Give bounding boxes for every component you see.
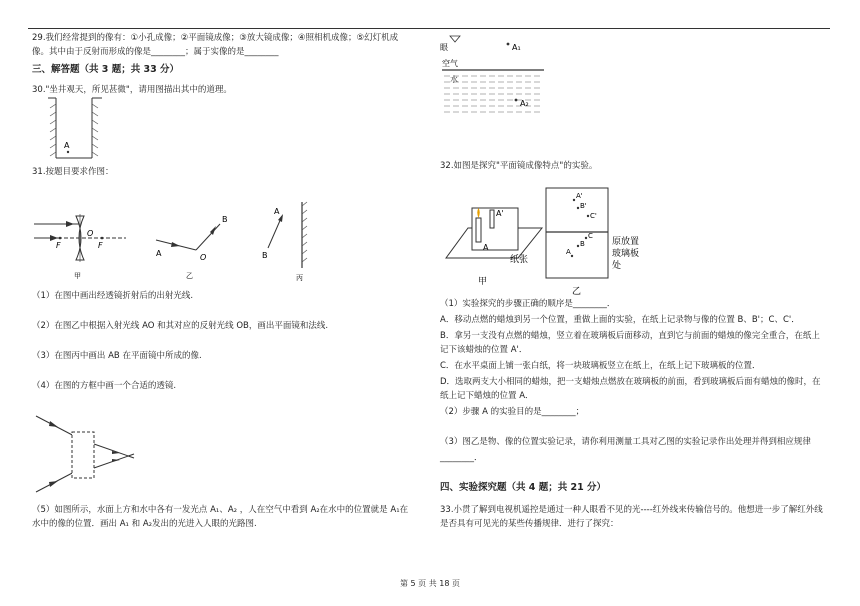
q32-step-c: C．在水平桌面上铺一张白纸，将一块玻璃板竖立在纸上，在纸上记下玻璃板的位置． [440, 361, 761, 371]
q31-figure-jia [30, 210, 130, 280]
q29-line1: 29.我们经常提到的像有：①小孔成像；②平面镜成像；③放大镜成像；④照相机成像；⑤幻灯机成 [32, 33, 399, 43]
q31-lens-box-figure [30, 410, 140, 500]
q32-glass-label-1: 原放置 [612, 237, 640, 247]
air-label: 空气 [442, 59, 458, 68]
q31-f-right-label: F [98, 241, 103, 250]
a1-label: A₁ [512, 43, 521, 52]
q32-yi-point-a-prime: A' [576, 192, 583, 200]
q31-text: 31.按题目要求作图： [32, 167, 114, 177]
q29-line2: 像。其中由于反射而形成的像是________；属于实像的是________ [32, 47, 279, 57]
q31-water-figure [438, 30, 548, 120]
q32-step-a: A．移动点燃的蜡烛到另一个位置，重做上面的实验，在纸上记录物与像的位置 B、B'；C、C'． [440, 315, 800, 325]
q32-glass-label-2: 玻璃板 [612, 249, 640, 259]
q32-sub1: （1）实验探究的步骤正确的顺序是________． [440, 299, 616, 309]
q31-sub1: （1）在图中画出经透镜折射后的出射光线. [32, 291, 194, 301]
q31-yi-o-label: O [200, 253, 207, 262]
q32-text: 32.如图是探究"平面镜成像特点"的实验。 [440, 161, 598, 171]
q31-sub5-line2: 水中的像的位置．画出 A₁ 和 A₂发出的光进入人眼的光路图. [32, 519, 257, 529]
q32-step-b-line1: B．拿另一支没有点燃的蜡烛，竖立着在玻璃板后面移动，直到它与前面的蜡烛的像完全重合，在纸上 [440, 331, 820, 341]
q31-o-label: O [87, 229, 94, 238]
q31-sub2: （2）在图乙中根据入射光线 AO 和其对应的反射光线 OB，画出平面镜和法线. [32, 321, 329, 331]
q31-sub4: （4）在图的方框中画一个合适的透镜. [32, 381, 177, 391]
q32-yi-point-c-prime: C' [590, 212, 597, 220]
q33-line1: 33.小贯了解到电视机遥控是通过一种人眼看不见的光----红外线来传输信号的。他想进一步了解红外线 [440, 505, 823, 515]
q32-caption-jia: 甲 [478, 277, 488, 287]
q32-yi-point-b: B [580, 240, 585, 248]
page-footer: 第 5 页 共 18 页 [400, 579, 460, 588]
q32-step-d-line2: 纸上记下蜡烛的位置 A． [440, 391, 534, 401]
q31-figure-bing [256, 200, 326, 282]
q32-figure-yi [544, 186, 644, 297]
q32-sub2: （2）步骤 A 的实验目的是________； [440, 407, 585, 417]
q32-yi-point-b-prime: B' [580, 202, 587, 210]
q31-sub3: （3）在图丙中画出 AB 在平面镜中所成的像. [32, 351, 202, 361]
q30-point-a-label: A [64, 141, 70, 150]
q32-sub3-line2: ________． [440, 453, 483, 463]
q32-paper-label: 纸张 [510, 255, 529, 265]
q31-caption-yi: 乙 [186, 272, 193, 280]
section4-title: 四、实验探究题（共 4 题；共 21 分） [440, 482, 607, 493]
q31-figure-yi [150, 210, 240, 280]
section3-title: 三、解答题（共 3 题；共 33 分） [32, 64, 180, 75]
q31-sub5-line1: （5）如图所示，水面上方和水中各有一发光点 A₁、A₂ ，人在空气中看到 A₂在水中的位置就是 A₁在 [32, 505, 409, 515]
q32-sub3-line1: （3）图乙是物、像的位置实验记录，请你利用测量工具对乙图的实验记录作出处理并得到相应规律 [440, 437, 811, 447]
q31-caption-bing: 丙 [296, 274, 303, 282]
q32-glass-label-3: 处 [612, 261, 622, 271]
q32-caption-yi: 乙 [572, 287, 582, 297]
q30-text: 30."坐井观天，所见甚微"，请用图描出其中的道理。 [32, 85, 232, 95]
q32-yi-point-c: C [588, 232, 593, 240]
q31-yi-b-label: B [222, 215, 228, 224]
header-rule [28, 28, 830, 29]
eye-label: 眼 [440, 43, 448, 52]
q32-yi-point-a: A [566, 248, 571, 256]
a2-label: A₂ [520, 99, 529, 108]
q31-f-left-label: F [56, 241, 61, 250]
q32-jia-a-label: A [483, 243, 489, 252]
q31-caption-jia: 甲 [74, 272, 81, 280]
q32-figure-jia [438, 188, 544, 292]
q32-jia-a-prime-label: A' [496, 209, 504, 218]
q30-well-figure [40, 96, 110, 166]
q31-bing-b-label: B [262, 251, 268, 260]
q31-bing-a-label: A [274, 207, 280, 216]
q32-step-d-line1: D．选取两支大小相同的蜡烛，把一支蜡烛点燃放在玻璃板的前面，看到玻璃板后面有蜡烛的像时，在 [440, 377, 821, 387]
q32-step-b-line2: 记下该蜡烛的位置 A'． [440, 345, 528, 355]
q31-yi-a-label: A [156, 249, 162, 258]
water-label: 水 [450, 75, 458, 84]
q33-line2: 是否具有可见光的某些传播规律．进行了探究： [440, 519, 619, 529]
